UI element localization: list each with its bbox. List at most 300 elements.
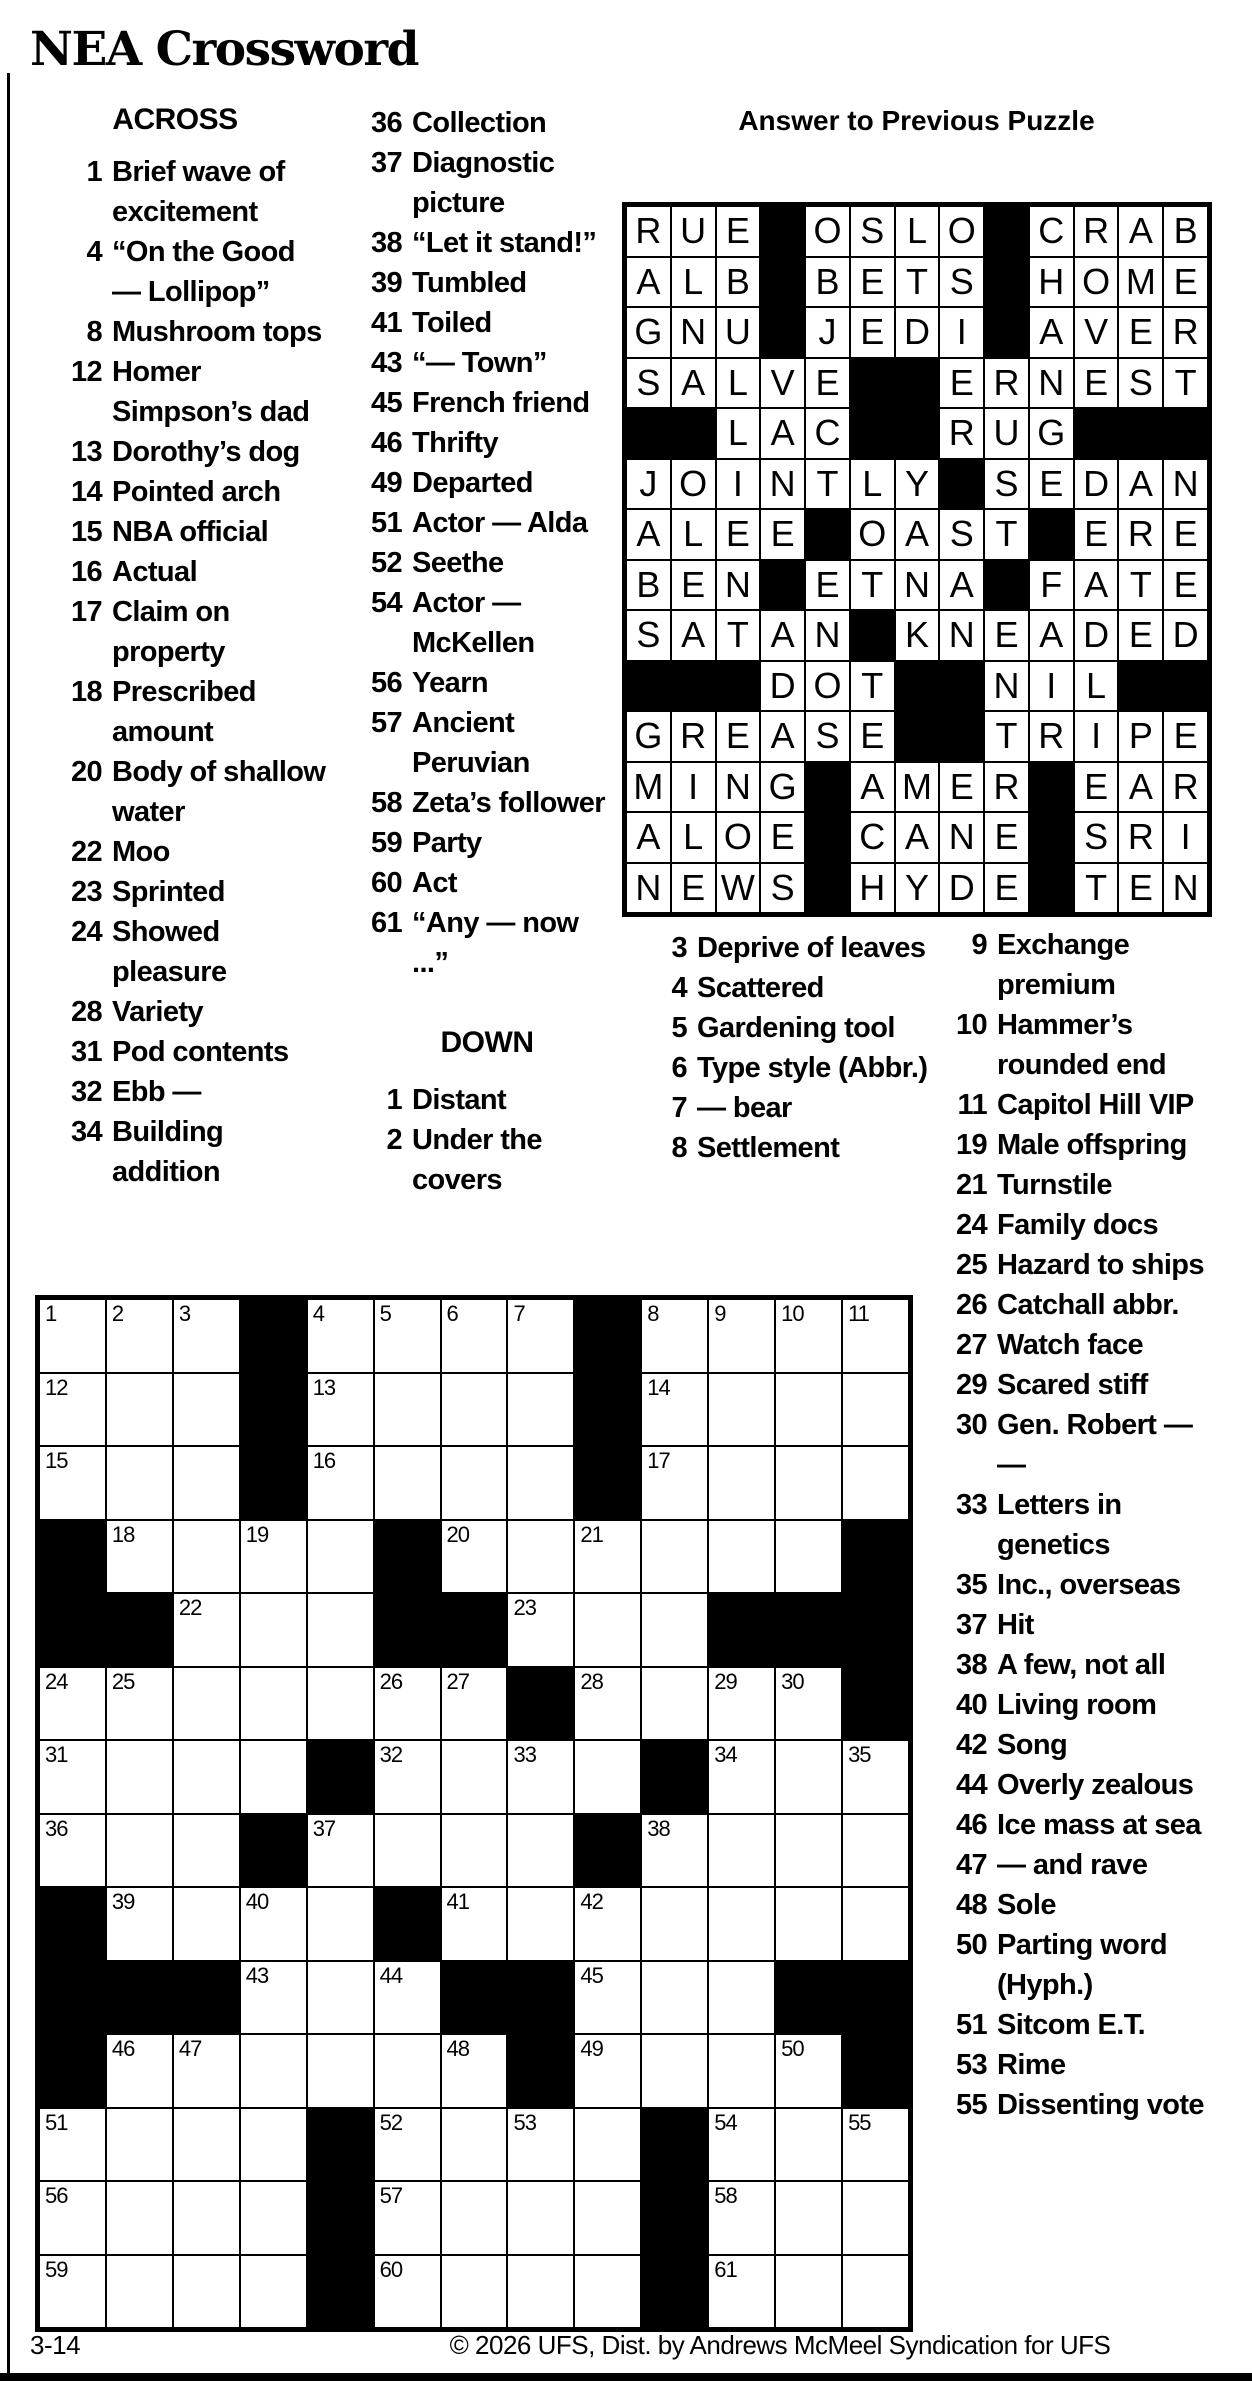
puzzle-cell[interactable] [240,2108,307,2182]
puzzle-cell[interactable] [240,1887,307,1961]
puzzle-cell[interactable] [106,1520,173,1594]
clue-number: 40 [955,1689,987,1721]
puzzle-cell[interactable] [106,2108,173,2182]
puzzle-cell[interactable] [106,2255,173,2329]
answer-letter-cell [760,459,805,510]
puzzle-cell[interactable] [641,1373,708,1447]
puzzle-cell[interactable] [775,2255,842,2329]
puzzle-cell[interactable] [775,2034,842,2108]
puzzle-cell[interactable] [641,1446,708,1520]
puzzle-cell[interactable] [106,1299,173,1373]
puzzle-cell[interactable] [842,2255,909,2329]
puzzle-cell[interactable] [173,1740,240,1814]
puzzle-cell[interactable] [374,1740,441,1814]
puzzle-cell[interactable] [374,2255,441,2329]
puzzle-cell[interactable] [307,1961,374,2035]
clue [943,1245,1249,1285]
answer-letter-cell [716,863,761,914]
puzzle-cell[interactable] [708,1299,775,1373]
answer-letter: E [1084,765,1109,807]
clue-number: 4 [671,972,687,1004]
cell-number: 28 [580,1668,603,1694]
puzzle-cell[interactable] [307,1520,374,1594]
cell-number: 35 [848,1742,871,1767]
puzzle-cell[interactable] [240,1593,307,1667]
answer-letter-cell [716,257,761,308]
clue-number: 37 [955,1609,987,1641]
puzzle-cell[interactable] [240,1740,307,1814]
puzzle-cell[interactable] [240,2034,307,2108]
clue-number: 21 [955,1169,987,1201]
answer-letter: N [769,462,796,504]
puzzle-cell[interactable] [507,2181,574,2255]
puzzle-cell[interactable] [641,1667,708,1741]
puzzle-cell[interactable] [307,2034,374,2108]
answer-letter-cell [671,610,716,661]
puzzle-cell[interactable] [173,1299,240,1373]
puzzle-cell[interactable] [173,2034,240,2108]
puzzle-cell[interactable] [374,1814,441,1888]
puzzle-cell[interactable] [441,1667,508,1741]
black-cell [1029,863,1074,914]
puzzle-cell[interactable] [173,1887,240,1961]
clue [643,1048,939,1088]
puzzle-cell[interactable] [507,1373,574,1447]
puzzle-cell[interactable] [775,1814,842,1888]
answer-letter-cell [671,560,716,611]
puzzle-cell[interactable] [39,1299,106,1373]
answer-letter: E [770,816,795,858]
puzzle-cell[interactable] [106,1814,173,1888]
puzzle-cell[interactable] [641,2034,708,2108]
puzzle-cell[interactable] [106,1446,173,1520]
answer-letter: T [861,563,884,605]
answer-letter-cell [895,459,940,510]
puzzle-cell[interactable] [775,2181,842,2255]
answer-letter-cell [626,762,671,813]
clue [58,472,332,512]
clue-text: Act [412,867,457,899]
cell-number: 23 [513,1595,536,1620]
black-cell [574,1814,641,1888]
puzzle-cell[interactable] [441,2108,508,2182]
clue [943,1925,1249,2005]
across-clue-list-2 [358,103,616,983]
cell-number: 40 [245,1889,269,1914]
answer-letter: R [1127,513,1154,555]
answer-letter: E [1128,866,1153,908]
answer-letter-cell [1118,509,1163,560]
puzzle-cell[interactable] [775,1446,842,1520]
clue [943,1605,1249,1645]
puzzle-cell[interactable] [507,2108,574,2182]
puzzle-cell[interactable] [641,1299,708,1373]
puzzle-cell[interactable] [39,1814,106,1888]
cell-number: 51 [45,2109,68,2135]
answer-letter: N [635,866,662,908]
puzzle-cell[interactable] [441,1299,508,1373]
puzzle-cell[interactable] [307,1446,374,1520]
puzzle-cell[interactable] [39,1373,106,1447]
black-cell [760,560,805,611]
answer-letter-cell [1074,812,1119,863]
answer-letter-cell [1074,459,1119,510]
answer-letter: B [725,260,750,302]
puzzle-cell[interactable] [441,1740,508,1814]
cell-number: 15 [45,1448,68,1473]
puzzle-cell[interactable] [708,1814,775,1888]
puzzle-cell[interactable] [173,2108,240,2182]
puzzle-cell[interactable] [708,1667,775,1741]
black-cell [760,307,805,358]
answer-letter-cell [671,509,716,560]
puzzle-cell[interactable] [708,1740,775,1814]
answer-letter: L [727,361,748,403]
answer-letter-cell [895,206,940,257]
puzzle-cell[interactable] [441,2255,508,2329]
cell-number: 1 [45,1301,57,1326]
puzzle-cell[interactable] [842,1446,909,1520]
black-cell [626,408,671,459]
clue-number: 60 [370,867,402,899]
puzzle-cell[interactable] [39,1740,106,1814]
answer-letter-cell [895,257,940,308]
answer-letter: R [993,765,1020,807]
puzzle-cell[interactable] [374,1667,441,1741]
clue-text: Catchall abbr. [997,1289,1179,1321]
puzzle-cell[interactable] [507,2255,574,2329]
clue-number: 51 [370,507,402,539]
clue-text: Homer Simpson’s dad [112,356,310,428]
puzzle-cell[interactable] [441,1814,508,1888]
puzzle-cell[interactable] [173,1593,240,1667]
puzzle-cell[interactable] [775,2108,842,2182]
clue-number: 52 [370,547,402,579]
puzzle-cell[interactable] [39,2255,106,2329]
puzzle-cell[interactable] [708,2255,775,2329]
answer-letter: T [995,715,1018,757]
puzzle-cell[interactable] [842,1740,909,1814]
clue-number: 50 [955,1929,987,1961]
answer-letter: A [636,816,661,858]
answer-letter: E [681,866,706,908]
clue-text: Hazard to ships [997,1249,1204,1281]
answer-letter: L [862,462,883,504]
puzzle-cell[interactable] [240,1961,307,2035]
puzzle-cell[interactable] [507,1887,574,1961]
puzzle-cell[interactable] [441,1373,508,1447]
cell-number: 48 [446,2036,470,2061]
answer-letter: W [720,866,755,908]
puzzle-cell[interactable] [106,1887,173,1961]
cell-number: 41 [446,1889,470,1914]
answer-letter: E [770,513,795,555]
puzzle-cell[interactable] [374,1446,441,1520]
puzzle-cell[interactable] [842,2108,909,2182]
answer-letter: S [636,614,661,656]
clue-text: Prescribed amount [112,676,256,748]
puzzle-cell[interactable] [441,1520,508,1594]
puzzle-cell[interactable] [775,1887,842,1961]
clue [58,912,332,992]
answer-letter: E [1084,513,1109,555]
black-cell [39,2034,106,2108]
puzzle-cell[interactable] [173,1667,240,1741]
answer-letter-cell [1029,560,1074,611]
puzzle-cell[interactable] [39,2108,106,2182]
puzzle-cell[interactable] [374,2108,441,2182]
puzzle-cell[interactable] [775,1299,842,1373]
puzzle-cell[interactable] [307,1373,374,1447]
answer-letter-cell [1029,257,1074,308]
cell-number: 56 [45,2183,68,2208]
black-cell [805,509,850,560]
puzzle-cell[interactable] [708,2108,775,2182]
puzzle-cell[interactable] [708,2181,775,2255]
answer-letter: S [815,715,840,757]
answer-letter-cell [939,257,984,308]
puzzle-cell[interactable] [39,1446,106,1520]
answer-letter: P [1128,715,1153,757]
puzzle-cell[interactable] [173,1446,240,1520]
puzzle-cell[interactable] [39,2181,106,2255]
puzzle-cell[interactable] [574,2255,641,2329]
clue [358,663,616,703]
cell-number: 12 [45,1374,68,1400]
puzzle-cell[interactable] [574,1667,641,1741]
puzzle-cell[interactable] [775,1520,842,1594]
answer-letter-cell [1029,711,1074,762]
puzzle-cell[interactable] [641,1887,708,1961]
answer-letter: M [901,765,932,807]
cell-number: 61 [714,2256,737,2282]
clue-number: 37 [370,147,402,179]
puzzle-cell[interactable] [441,1887,508,1961]
answer-letter-cell [939,206,984,257]
answer-letter-cell [1074,307,1119,358]
puzzle-cell[interactable] [173,2255,240,2329]
answer-letter: T [1174,361,1197,403]
answer-letter-cell [984,459,1029,510]
cell-number: 34 [714,1742,737,1767]
down-clue-list-3 [943,925,1249,2125]
answer-letter-cell [984,812,1029,863]
puzzle-cell[interactable] [842,1373,909,1447]
answer-letter-cell [1163,459,1208,510]
black-cell [507,2034,574,2108]
answer-letter-cell [1029,661,1074,712]
puzzle-cell[interactable] [106,1373,173,1447]
black-cell [850,408,895,459]
cell-number: 33 [513,1742,536,1767]
puzzle-cell[interactable] [106,2181,173,2255]
answer-letter-cell [626,358,671,409]
puzzle-cell[interactable] [307,1814,374,1888]
clue [58,232,332,312]
answer-letter: N [1038,361,1065,403]
puzzle-cell[interactable] [574,2181,641,2255]
puzzle-cell[interactable] [441,2181,508,2255]
puzzle-cell[interactable] [374,2034,441,2108]
puzzle-cell[interactable] [708,1446,775,1520]
puzzle-cell[interactable] [842,2181,909,2255]
puzzle-cell[interactable] [507,1814,574,1888]
answer-letter: E [681,563,706,605]
clue [943,1125,1249,1165]
answer-letter-cell [805,610,850,661]
puzzle-cell[interactable] [842,1814,909,1888]
puzzle-cell[interactable] [507,1740,574,1814]
puzzle-cell[interactable] [507,1299,574,1373]
answer-letter-cell [1118,560,1163,611]
clue [943,1365,1249,1405]
answer-letter-cell [984,509,1029,560]
answer-letter-cell [805,358,850,409]
black-cell [895,358,940,409]
puzzle-cell[interactable] [374,1373,441,1447]
puzzle-cell[interactable] [507,1446,574,1520]
black-cell [507,1961,574,2035]
clue-text: Deprive of leaves [697,932,926,964]
puzzle-cell[interactable] [708,1520,775,1594]
answer-letter: E [1128,311,1153,353]
puzzle-cell[interactable] [240,1667,307,1741]
answer-letter: A [860,765,885,807]
answer-letter: N [814,614,841,656]
puzzle-cell[interactable] [641,1961,708,2035]
clue-number: 25 [955,1249,987,1281]
answer-letter-cell [1118,711,1163,762]
clue-number: 27 [955,1329,987,1361]
clue [58,992,332,1032]
puzzle-cell[interactable] [641,1593,708,1667]
answer-letter-cell [716,408,761,459]
puzzle-cell[interactable] [39,1667,106,1741]
answer-letter-cell [1163,812,1208,863]
puzzle-cell[interactable] [374,1299,441,1373]
clue-number: 11 [957,1089,987,1121]
puzzle-cell[interactable] [374,1961,441,2035]
puzzle-cell[interactable] [708,1961,775,2035]
puzzle-cell[interactable] [307,1299,374,1373]
puzzle-cell[interactable] [574,2108,641,2182]
puzzle-cell[interactable] [173,2181,240,2255]
puzzle-cell[interactable] [240,1520,307,1594]
clue-text: Rime [997,2049,1066,2081]
black-cell [805,762,850,813]
clue-text: Scattered [697,972,824,1004]
puzzle-cell[interactable] [307,1887,374,1961]
puzzle-cell[interactable] [842,1299,909,1373]
answer-letter-cell [1118,307,1163,358]
puzzle-cell[interactable] [574,1961,641,2035]
answer-letter-cell [850,661,895,712]
puzzle-cell[interactable] [708,1373,775,1447]
answer-letter: U [993,412,1020,454]
answer-letter-cell [626,863,671,914]
puzzle-cell[interactable] [374,2181,441,2255]
answer-letter-cell [805,661,850,712]
puzzle-cell[interactable] [507,1520,574,1594]
answer-letter: N [903,563,930,605]
clue-text: Thrifty [412,427,499,459]
black-cell [641,2181,708,2255]
puzzle-cell[interactable] [574,1740,641,1814]
puzzle-cell[interactable] [775,1740,842,1814]
puzzle-cell[interactable] [842,1887,909,1961]
answer-letter: G [634,715,663,757]
answer-letter: G [768,765,797,807]
across-heading: ACROSS [112,103,238,136]
answer-letter: A [681,614,706,656]
puzzle-cell[interactable] [641,1520,708,1594]
puzzle-cell[interactable] [173,1520,240,1594]
clue-text: “On the Good — Lollipop” [112,236,295,308]
puzzle-cell[interactable] [708,1887,775,1961]
clue [358,863,616,903]
clue-number: 41 [370,307,402,339]
answer-letter: E [949,765,974,807]
clue-number: 55 [955,2089,987,2121]
answer-letter-cell [1118,206,1163,257]
answer-letter: T [995,513,1018,555]
clue [943,1405,1249,1485]
answer-letter: R [680,715,707,757]
puzzle-cell[interactable] [775,1373,842,1447]
answer-letter-cell [671,711,716,762]
puzzle-cell[interactable] [507,1593,574,1667]
puzzle-cell[interactable] [173,1373,240,1447]
answer-letter-cell [671,459,716,510]
puzzle-cell[interactable] [307,1667,374,1741]
puzzle-cell[interactable] [106,2034,173,2108]
clue [643,1128,939,1168]
puzzle-cell[interactable] [240,2181,307,2255]
puzzle-cell[interactable] [708,2034,775,2108]
puzzle-cell[interactable] [106,1740,173,1814]
puzzle-cell[interactable] [641,1814,708,1888]
clue-number: 32 [70,1076,102,1108]
black-cell [850,358,895,409]
answer-letter: I [688,765,699,807]
clue-text: Actor — McKellen [412,587,535,659]
puzzle-cell[interactable] [775,1667,842,1741]
puzzle-cell[interactable] [574,1593,641,1667]
answer-letter: R [1172,311,1199,353]
puzzle-cell[interactable] [574,1520,641,1594]
puzzle-cell[interactable] [441,2034,508,2108]
puzzle-cell[interactable] [106,1667,173,1741]
clue [943,1685,1249,1725]
black-cell [374,1887,441,1961]
cell-number: 6 [446,1301,458,1326]
puzzle-cell[interactable] [173,1814,240,1888]
cell-number: 17 [647,1448,670,1473]
answer-letter-cell [1074,661,1119,712]
puzzle-cell[interactable] [307,1593,374,1667]
clue-text: Turnstile [997,1169,1112,1201]
clue-text: — bear [697,1092,792,1124]
puzzle-cell[interactable] [441,1446,508,1520]
answer-letter: C [814,412,841,454]
puzzle-cell[interactable] [240,2255,307,2329]
cell-number: 25 [111,1668,135,1694]
answer-panel-heading: Answer to Previous Puzzle [738,105,1095,136]
answer-letter: D [948,866,975,908]
puzzle-cell[interactable] [574,2034,641,2108]
puzzle-cell[interactable] [574,1887,641,1961]
clue-number: 45 [370,387,402,419]
